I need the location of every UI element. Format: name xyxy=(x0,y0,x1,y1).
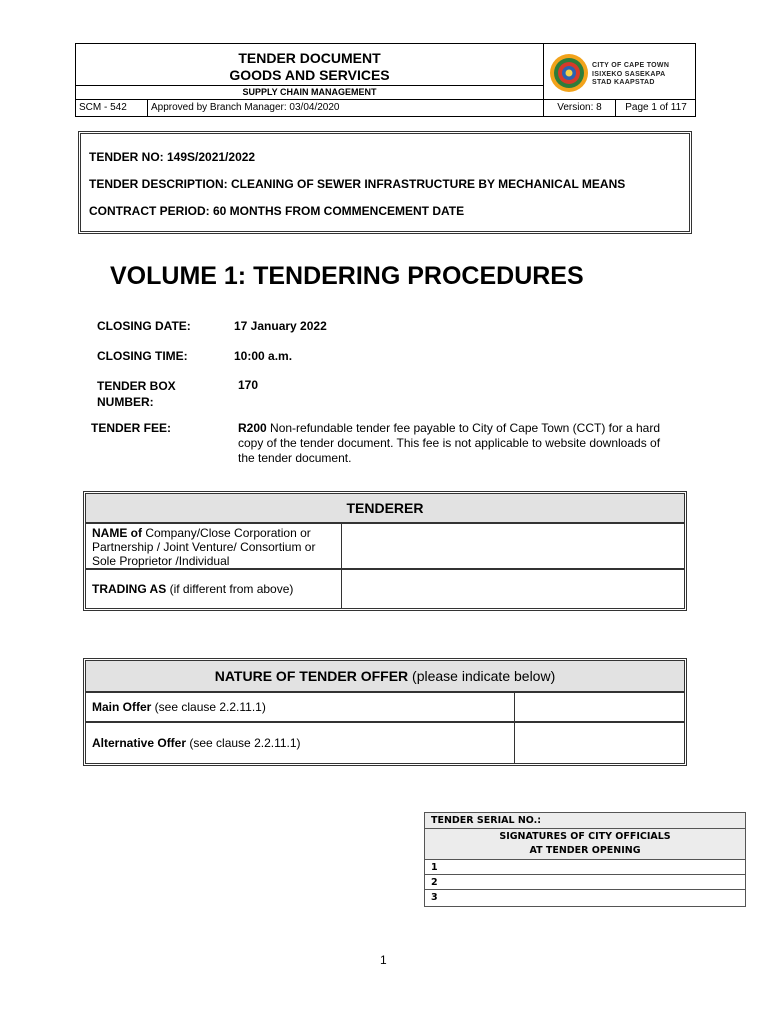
logo-line-2: ISIXEKO SASEKAPA xyxy=(592,70,666,78)
tender-box-label-line-2: NUMBER: xyxy=(97,395,154,409)
document-header xyxy=(75,43,696,117)
signature-row-3[interactable]: 3 xyxy=(431,892,438,903)
trading-bold: TRADING AS xyxy=(92,582,167,596)
fee-line-3: the tender document. xyxy=(238,451,352,465)
name-line-1: Company/Close Corporation or xyxy=(142,526,311,540)
nature-heading xyxy=(86,661,684,693)
version-label: Version: 8 xyxy=(544,100,616,116)
logo-line-1: CITY OF CAPE TOWN xyxy=(592,62,670,69)
logo-line-3: STAD KAAPSTAD xyxy=(592,79,655,86)
tender-box-number: 170 xyxy=(238,378,259,392)
title-line-2: GOODS AND SERVICES xyxy=(229,67,390,83)
tender-fee-text xyxy=(238,421,698,466)
fee-amount: R200 xyxy=(238,421,267,435)
signature-row-2[interactable]: 2 xyxy=(425,875,745,890)
tender-serial-label: TENDER SERIAL NO.: xyxy=(425,813,745,829)
closing-time-value: 10:00 a.m. xyxy=(234,349,293,363)
tender-description: TENDER DESCRIPTION: CLEANING OF SEWER INFRASTRUCTURE BY MECHANICAL MEANS xyxy=(89,177,626,191)
signatures-heading xyxy=(425,829,745,860)
tender-box-label-line-1: TENDER BOX xyxy=(97,379,176,393)
main-offer-label xyxy=(86,693,515,721)
tender-box-label xyxy=(97,378,176,410)
company-name-label xyxy=(86,524,342,568)
form-code: SCM - 542 xyxy=(76,100,148,116)
volume-title: VOLUME 1: TENDERING PROCEDURES xyxy=(110,262,584,290)
nature-of-offer-table xyxy=(83,658,687,766)
serial-signatures-table xyxy=(424,812,746,907)
main-offer-rest: (see clause 2.2.11.1) xyxy=(151,700,266,714)
nature-heading-rest: (please indicate below) xyxy=(408,668,556,684)
fee-line-2: copy of the tender document. This fee is not applicable to website downloads of xyxy=(238,436,661,450)
signatures-line-2: AT TENDER OPENING xyxy=(529,845,641,856)
signature-row-1[interactable]: 1 xyxy=(425,860,745,875)
tender-fee-label: TENDER FEE: xyxy=(91,421,172,435)
alternative-offer-bold: Alternative Offer xyxy=(92,736,187,750)
contract-period: CONTRACT PERIOD: 60 MONTHS FROM COMMENCEMENT DATE xyxy=(89,204,465,218)
city-name xyxy=(592,62,669,88)
alternative-offer-checkbox[interactable] xyxy=(515,723,684,763)
title-line-1: TENDER DOCUMENT xyxy=(238,50,381,66)
closing-date-value: 17 January 2022 xyxy=(234,319,327,333)
tenderer-heading: TENDERER xyxy=(86,494,684,524)
name-line-3: Sole Proprietor /Individual xyxy=(92,554,230,568)
department-label: SUPPLY CHAIN MANAGEMENT xyxy=(76,86,544,100)
nature-heading-bold: NATURE OF TENDER OFFER xyxy=(214,668,409,684)
closing-time-label: CLOSING TIME: xyxy=(97,349,188,363)
closing-date-label: CLOSING DATE: xyxy=(97,319,191,333)
tenderer-table xyxy=(83,491,687,611)
fee-line-1: Non-refundable tender fee payable to City of Cape Town (CCT) for a hard xyxy=(266,421,661,435)
alternative-offer-label xyxy=(86,723,515,763)
trading-as-label xyxy=(86,570,342,608)
city-emblem-icon xyxy=(548,52,590,94)
city-logo xyxy=(544,44,696,100)
name-line-2: Partnership / Joint Venture/ Consortium or xyxy=(92,540,316,554)
trading-rest: (if different from above) xyxy=(166,582,294,596)
tender-info-box xyxy=(78,131,692,234)
header-title xyxy=(76,44,544,86)
main-offer-checkbox[interactable] xyxy=(515,693,684,721)
company-name-field[interactable] xyxy=(342,524,684,568)
page-number: 1 xyxy=(380,953,387,967)
header-meta-row xyxy=(76,100,696,116)
signatures-line-1: SIGNATURES OF CITY OFFICIALS xyxy=(499,831,671,842)
name-bold: NAME of xyxy=(92,526,142,540)
main-offer-bold: Main Offer xyxy=(92,700,152,714)
approval-info: Approved by Branch Manager: 03/04/2020 xyxy=(148,100,544,116)
alternative-offer-rest: (see clause 2.2.11.1) xyxy=(186,736,301,750)
trading-as-field[interactable] xyxy=(342,570,684,608)
tender-number: TENDER NO: 149S/2021/2022 xyxy=(89,150,256,164)
page-count: Page 1 of 117 xyxy=(625,102,687,113)
